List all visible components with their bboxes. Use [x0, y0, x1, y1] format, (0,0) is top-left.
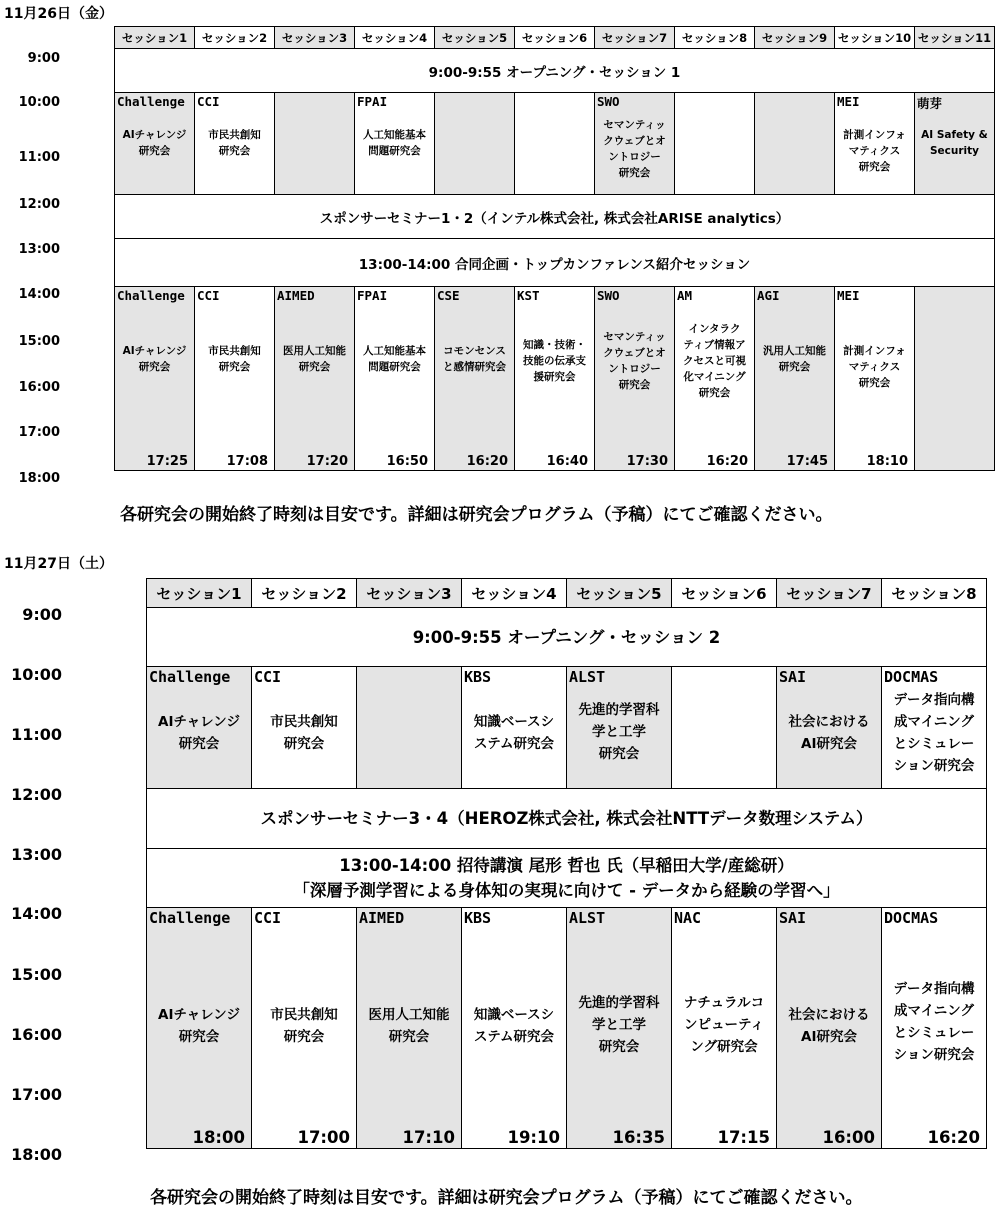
session-code: SWO	[597, 94, 620, 109]
session-end-time: 17:30	[626, 454, 668, 469]
session-name: AIチャレンジ 研究会	[122, 129, 187, 157]
session-name: 先進的学習科 学と工学 研究会	[578, 702, 660, 762]
session-name: 医用人工知能 研究会	[283, 345, 346, 373]
session-code: AGI	[757, 288, 780, 303]
session-code: AM	[677, 288, 693, 303]
session-block[interactable]	[462, 667, 567, 789]
session-name: AI Safety & Security	[921, 129, 988, 157]
time-label: 17:00	[18, 425, 60, 440]
session-header: セッション11	[915, 27, 995, 49]
session-block[interactable]	[755, 287, 835, 471]
joint-session: 13:00-14:00 合同企画・トップカンファレンス紹介セッション	[115, 239, 995, 287]
session-code: SAI	[779, 668, 807, 686]
session-block[interactable]	[435, 93, 515, 195]
session-header: セッション10	[835, 27, 915, 49]
time-label: 15:00	[18, 334, 60, 349]
session-name: 医用人工知能 研究会	[368, 1007, 450, 1045]
time-label: 14:00	[11, 904, 62, 923]
day2-note: 各研究会の開始終了時刻は目安です。詳細は研究会プログラム（予稿）にてご確認ください。	[150, 1188, 863, 1208]
time-label: 16:00	[18, 380, 60, 395]
session-name: 計測インフォ マティクス 研究会	[843, 129, 906, 173]
day1-schedule-table	[114, 26, 995, 471]
session-end-time: 17:25	[146, 454, 188, 469]
time-label: 17:00	[11, 1085, 62, 1104]
session-block[interactable]	[675, 93, 755, 195]
session-name: AIチャレンジ 研究会	[158, 714, 240, 752]
time-label: 9:00	[22, 605, 62, 624]
session-header: セッション5	[567, 579, 672, 608]
session-code: CCI	[254, 909, 282, 927]
session-name: 社会における AI研究会	[788, 714, 870, 752]
session-name: 市民共創知 研究会	[270, 714, 338, 752]
time-label: 18:00	[18, 471, 60, 486]
session-header: セッション8	[675, 27, 755, 49]
session-block[interactable]	[275, 287, 355, 471]
session-end-time: 16:50	[386, 454, 428, 469]
session-block[interactable]	[567, 908, 672, 1149]
session-block[interactable]	[115, 93, 195, 195]
session-code: SWO	[597, 288, 620, 303]
session-block[interactable]	[357, 908, 462, 1149]
session-end-time: 17:08	[226, 454, 268, 469]
session-block[interactable]	[357, 667, 462, 789]
opening-session: 9:00-9:55 オープニング・セッション 1	[115, 49, 995, 93]
session-code: AIMED	[277, 288, 315, 303]
session-header: セッション1	[147, 579, 252, 608]
session-name: データ指向構 成マイニング とシミュレー ション研究会	[893, 981, 975, 1063]
session-name: セマンティッ クウェブとオ ントロジー 研究会	[603, 331, 666, 391]
session-name: 人工知能基本 問題研究会	[363, 345, 426, 373]
session-code: DOCMAS	[884, 909, 939, 927]
session-header: セッション1	[115, 27, 195, 49]
time-label: 12:00	[18, 197, 60, 212]
session-code: MEI	[837, 94, 860, 109]
session-code: NAC	[674, 909, 702, 927]
session-block[interactable]	[777, 667, 882, 789]
session-block[interactable]	[595, 93, 675, 195]
session-end-time: 16:20	[466, 454, 508, 469]
session-name: 先進的学習科 学と工学 研究会	[578, 995, 660, 1055]
session-name: 知識ベースシ ステム研究会	[473, 714, 555, 752]
session-end-time: 16:35	[612, 1128, 665, 1147]
day2-title: 11月27日（土）	[4, 556, 113, 572]
session-code: FPAI	[357, 94, 388, 109]
time-label: 12:00	[11, 785, 62, 804]
session-code: 萌芽	[917, 96, 943, 111]
session-code: Challenge	[117, 94, 185, 109]
session-block[interactable]	[567, 667, 672, 789]
session-code: Challenge	[117, 288, 185, 303]
session-name: コモンセンス と感情研究会	[443, 345, 506, 373]
session-code: CSE	[437, 288, 460, 303]
session-block[interactable]	[147, 667, 252, 789]
session-code: CCI	[197, 94, 220, 109]
session-name: 汎用人工知能 研究会	[763, 345, 826, 373]
session-block[interactable]	[147, 908, 252, 1149]
session-block[interactable]	[462, 908, 567, 1149]
session-code: KBS	[464, 909, 492, 927]
session-code: MEI	[837, 288, 860, 303]
session-block[interactable]	[515, 287, 595, 471]
time-label: 18:00	[11, 1145, 62, 1164]
session-header: セッション6	[672, 579, 777, 608]
session-header: セッション3	[357, 579, 462, 608]
session-end-time: 17:00	[297, 1128, 350, 1147]
time-label: 11:00	[18, 150, 60, 165]
time-label: 16:00	[11, 1025, 62, 1044]
session-end-time: 18:10	[866, 454, 908, 469]
session-end-time: 16:20	[706, 454, 748, 469]
session-name: 人工知能基本 問題研究会	[363, 129, 426, 157]
session-block[interactable]	[355, 287, 435, 471]
sponsor-seminar: スポンサーセミナー1・2（インテル株式会社, 株式会社ARISE analytics）	[115, 195, 995, 239]
session-block[interactable]	[595, 287, 675, 471]
session-block[interactable]	[882, 667, 987, 789]
session-end-time: 18:00	[192, 1128, 245, 1147]
session-block[interactable]	[882, 908, 987, 1149]
opening-session: 9:00-9:55 オープニング・セッション 2	[147, 608, 987, 667]
session-end-time: 17:10	[402, 1128, 455, 1147]
session-block[interactable]	[115, 287, 195, 471]
session-block[interactable]	[672, 667, 777, 789]
invited-talk: 13:00-14:00 招待講演 尾形 哲也 氏（早稲田大学/産総研） 「深層予測学習による身体知の実現に向けて - データから経験の学習へ」	[147, 849, 987, 908]
session-name: 市民共創知 研究会	[208, 129, 261, 157]
day2-schedule-table	[146, 578, 987, 1149]
time-label: 14:00	[18, 287, 60, 302]
session-code: ALST	[569, 909, 606, 927]
session-block[interactable]	[252, 667, 357, 789]
session-header: セッション2	[195, 27, 275, 49]
session-end-time: 17:20	[306, 454, 348, 469]
session-block[interactable]	[835, 93, 915, 195]
sponsor-seminar: スポンサーセミナー3・4（HEROZ株式会社, 株式会社NTTデータ数理システム）	[147, 789, 987, 849]
time-label: 9:00	[27, 51, 60, 66]
session-code: Challenge	[149, 668, 231, 686]
session-block[interactable]	[675, 287, 755, 471]
session-header: セッション2	[252, 579, 357, 608]
time-label: 11:00	[11, 725, 62, 744]
session-code: ALST	[569, 668, 606, 686]
time-label: 13:00	[11, 845, 62, 864]
session-header: セッション6	[515, 27, 595, 49]
session-code: FPAI	[357, 288, 388, 303]
session-block[interactable]	[915, 287, 995, 471]
time-label: 10:00	[11, 665, 62, 684]
session-block[interactable]	[275, 93, 355, 195]
session-name: ナチュラルコ ンピューティ ング研究会	[683, 995, 765, 1055]
session-block[interactable]	[515, 93, 595, 195]
session-name: 社会における AI研究会	[788, 1007, 870, 1045]
session-header: セッション8	[882, 579, 987, 608]
session-name: インタラク ティブ情報ア クセスと可視 化マイニング 研究会	[683, 323, 746, 399]
session-block[interactable]	[195, 93, 275, 195]
session-end-time: 17:45	[786, 454, 828, 469]
session-header: セッション7	[777, 579, 882, 608]
session-name: 知識・技術・ 技能の伝承支 援研究会	[523, 339, 586, 383]
session-block[interactable]	[755, 93, 835, 195]
session-end-time: 16:00	[822, 1128, 875, 1147]
session-code: KST	[517, 288, 540, 303]
session-end-time: 16:40	[546, 454, 588, 469]
session-end-time: 17:15	[717, 1128, 770, 1147]
session-name: 市民共創知 研究会	[208, 345, 261, 373]
session-name: 市民共創知 研究会	[270, 1007, 338, 1045]
session-block[interactable]	[672, 908, 777, 1149]
session-block[interactable]	[435, 287, 515, 471]
session-header: セッション9	[755, 27, 835, 49]
session-name: AIチャレンジ 研究会	[122, 345, 187, 373]
session-name: 計測インフォ マティクス 研究会	[843, 345, 906, 389]
session-code: SAI	[779, 909, 807, 927]
session-name: 知識ベースシ ステム研究会	[473, 1007, 555, 1045]
session-header: セッション5	[435, 27, 515, 49]
day1-note: 各研究会の開始終了時刻は目安です。詳細は研究会プログラム（予稿）にてご確認ください。	[120, 505, 833, 525]
session-code: DOCMAS	[884, 668, 939, 686]
session-code: CCI	[197, 288, 220, 303]
session-header: セッション4	[462, 579, 567, 608]
session-block[interactable]	[195, 287, 275, 471]
time-label: 10:00	[18, 95, 60, 110]
session-block[interactable]	[355, 93, 435, 195]
session-code: KBS	[464, 668, 492, 686]
session-block[interactable]	[777, 908, 882, 1149]
session-block[interactable]	[835, 287, 915, 471]
time-label: 15:00	[11, 965, 62, 984]
session-code: AIMED	[359, 909, 405, 927]
session-code: CCI	[254, 668, 282, 686]
session-header: セッション7	[595, 27, 675, 49]
session-end-time: 19:10	[507, 1128, 560, 1147]
session-block[interactable]	[915, 93, 995, 195]
session-header: セッション4	[355, 27, 435, 49]
session-name: AIチャレンジ 研究会	[158, 1007, 240, 1045]
day1-title: 11月26日（金）	[4, 6, 113, 22]
session-block[interactable]	[252, 908, 357, 1149]
time-label: 13:00	[18, 242, 60, 257]
session-name: セマンティッ クウェブとオ ントロジー 研究会	[603, 119, 666, 179]
session-code: Challenge	[149, 909, 231, 927]
session-end-time: 16:20	[927, 1128, 980, 1147]
session-name: データ指向構 成マイニング とシミュレー ション研究会	[893, 692, 975, 774]
session-header: セッション3	[275, 27, 355, 49]
